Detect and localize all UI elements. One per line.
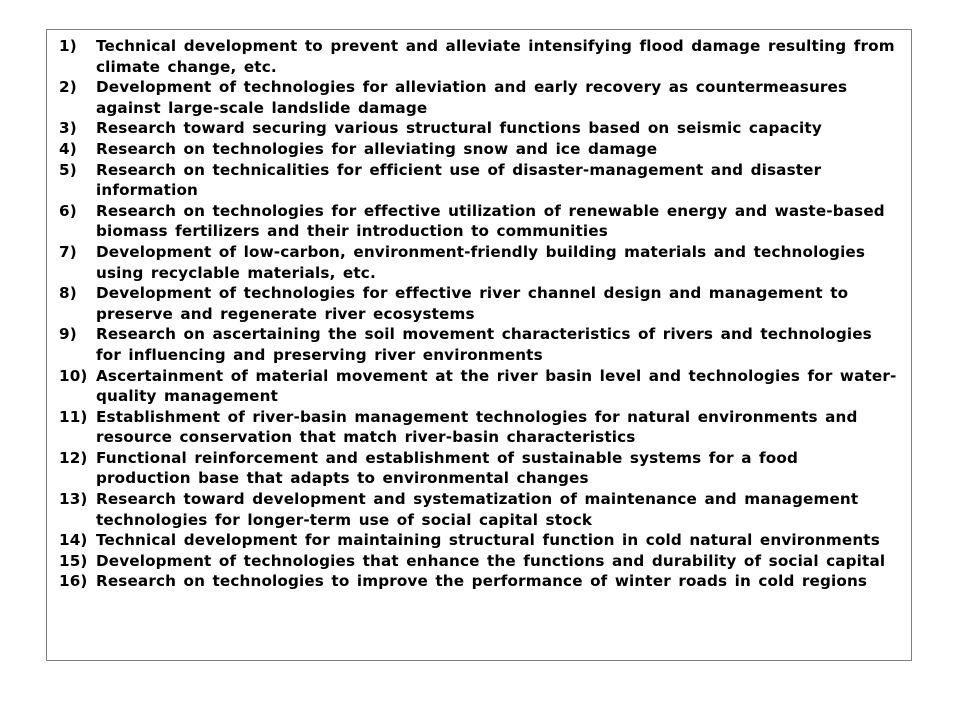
item-number: 14) — [59, 531, 88, 550]
list-item — [59, 407, 897, 448]
item-text: Research on technologies for effective utilization of renewable energy and waste-based biomass fertilizers and their introduction to communities — [96, 201, 885, 241]
list-item — [59, 118, 897, 139]
item-text: Research on ascertaining the soil movement characteristics of rivers and technologies for influencing and preserving river environments — [96, 325, 872, 364]
list-item — [59, 77, 897, 118]
item-number: 16) — [59, 572, 88, 591]
list-item — [59, 571, 897, 592]
item-text: Establishment of river-basin management technologies for natural environments and resource conservation that match river-basin characteristics — [96, 407, 858, 447]
research-topics-list — [59, 36, 897, 592]
item-text: Research on technologies to improve the performance of winter roads in cold regions — [96, 572, 868, 591]
item-number: 9) — [59, 325, 77, 344]
item-text: Development of technologies that enhance the functions and durability of social capital — [96, 551, 886, 570]
list-item — [59, 530, 897, 551]
item-number: 12) — [59, 448, 88, 467]
list-item — [59, 201, 897, 242]
item-number: 13) — [59, 490, 88, 509]
item-text: Technical development to prevent and alleviate intensifying flood damage resulting from climate change, etc. — [96, 37, 895, 76]
list-item — [59, 36, 897, 77]
list-item — [59, 160, 897, 201]
item-number: 2) — [59, 78, 77, 97]
item-number: 1) — [59, 37, 77, 55]
item-number: 7) — [59, 242, 77, 261]
item-number: 11) — [59, 407, 88, 426]
item-text: Development of technologies for effective river channel design and management to preserve and regenerate river ecosystems — [96, 284, 849, 323]
item-number: 8) — [59, 284, 77, 303]
item-text: Research toward development and systematization of maintenance and management technologies for longer-term use of social capital stock — [96, 490, 859, 529]
item-text: Research on technicalities for efficient use of disaster-management and disaster information — [96, 160, 822, 200]
item-text: Research toward securing various structural functions based on seismic capacity — [96, 119, 822, 138]
item-text: Development of low-carbon, environment-friendly building materials and technologies using recyclable materials, etc. — [96, 242, 866, 282]
item-text: Technical development for maintaining structural function in cold natural environments — [96, 531, 880, 550]
item-text: Ascertainment of material movement at the river basin level and technologies for water-quality management — [96, 366, 897, 406]
item-number: 4) — [59, 139, 77, 158]
item-number: 6) — [59, 201, 77, 220]
list-item — [59, 448, 897, 489]
item-number: 5) — [59, 160, 77, 179]
list-item — [59, 139, 897, 160]
item-number: 10) — [59, 366, 88, 385]
item-number: 3) — [59, 119, 77, 138]
item-text: Functional reinforcement and establishment of sustainable systems for a food production base that adapts to environmental changes — [96, 448, 798, 488]
list-item — [59, 551, 897, 572]
research-topics-box — [46, 29, 912, 661]
list-item — [59, 366, 897, 407]
item-number: 15) — [59, 551, 88, 570]
list-item — [59, 242, 897, 283]
list-item — [59, 283, 897, 324]
item-text: Development of technologies for alleviation and early recovery as countermeasures against large-scale landslide damage — [96, 78, 848, 117]
item-text: Research on technologies for alleviating snow and ice damage — [96, 139, 658, 158]
list-item — [59, 324, 897, 365]
list-item — [59, 489, 897, 530]
